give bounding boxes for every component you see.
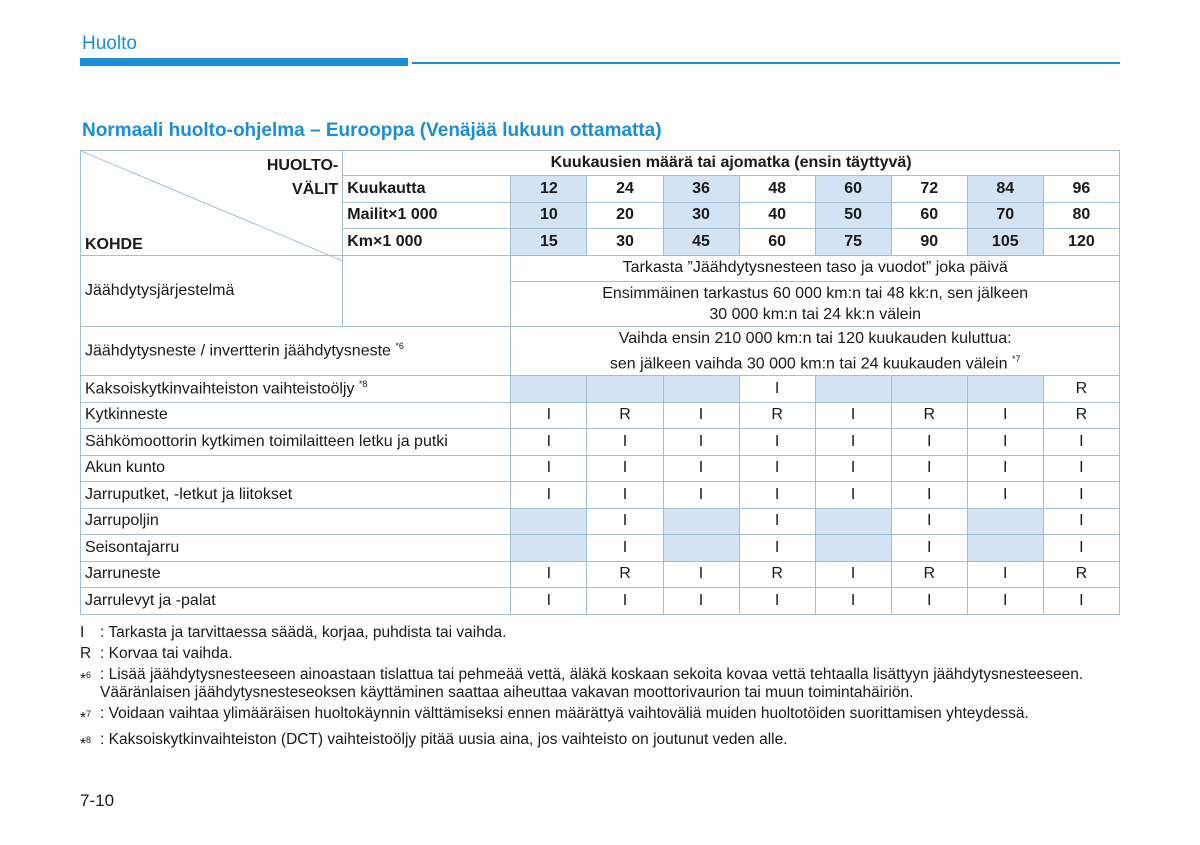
schedule-cell: I (967, 455, 1043, 482)
spacer-cell (343, 255, 511, 327)
legend-note (80, 666, 1120, 702)
table-row (81, 376, 1120, 403)
table-row (81, 327, 1120, 376)
schedule-cell (967, 535, 1043, 562)
interval-value: 70 (967, 202, 1043, 229)
coolant-note-line2 (511, 349, 1119, 374)
schedule-cell: I (891, 455, 967, 482)
maintenance-schedule-table (80, 150, 1120, 615)
schedule-cell (663, 535, 739, 562)
interval-label: Km×1 000 (343, 229, 511, 256)
legend-text: : Kaksoiskytkinvaihteiston (DCT) vaihteistoöljy pitää uusia aina, jos vaihteisto on joutunut veden alle. (100, 731, 788, 749)
schedule-cell: I (587, 508, 663, 535)
schedule-cell: I (891, 508, 967, 535)
interval-value: 24 (587, 176, 663, 203)
schedule-cell (967, 508, 1043, 535)
interval-label: Mailit×1 000 (343, 202, 511, 229)
schedule-cell (511, 376, 587, 403)
schedule-cell: I (1043, 429, 1119, 456)
schedule-cell: I (663, 561, 739, 588)
interval-value: 90 (891, 229, 967, 256)
item-name (81, 402, 511, 429)
legend-note (80, 705, 1120, 728)
schedule-cell: I (663, 588, 739, 615)
schedule-cell (967, 376, 1043, 403)
schedule-cell: I (815, 482, 891, 509)
legend-key (80, 731, 100, 754)
table-row (81, 482, 1120, 509)
item-name (81, 561, 511, 588)
legend-key-sup: 8 (86, 735, 92, 746)
schedule-cell: I (967, 561, 1043, 588)
schedule-cell: I (739, 508, 815, 535)
corner-interval-label (267, 154, 338, 202)
schedule-cell: I (739, 588, 815, 615)
item-label: Seisontajarru (85, 538, 180, 556)
item-label: Jarruputket, -letkut ja liitokset (85, 485, 293, 503)
interval-value: 96 (1043, 176, 1119, 203)
item-label: Jäähdytysneste / invertterin jäähdytysneste (85, 342, 391, 360)
item-name (81, 482, 511, 509)
schedule-cell: I (587, 455, 663, 482)
legend-notes (80, 624, 1120, 757)
schedule-cell (815, 535, 891, 562)
schedule-cell (663, 376, 739, 403)
schedule-cell: I (587, 482, 663, 509)
schedule-cell: I (815, 429, 891, 456)
item-name (81, 376, 511, 403)
schedule-cell: I (1043, 535, 1119, 562)
schedule-cell: I (891, 588, 967, 615)
schedule-cell (815, 376, 891, 403)
interval-value: 75 (815, 229, 891, 256)
interval-value: 45 (663, 229, 739, 256)
schedule-cell: I (511, 588, 587, 615)
schedule-cell: I (587, 429, 663, 456)
schedule-cell: I (967, 588, 1043, 615)
interval-value: 10 (511, 202, 587, 229)
schedule-cell: I (967, 402, 1043, 429)
legend-key-symbol: * (80, 671, 87, 689)
schedule-cell: I (511, 561, 587, 588)
schedule-cell: I (511, 455, 587, 482)
table-row (81, 535, 1120, 562)
schedule-cell: I (815, 402, 891, 429)
footnote-ref: *6 (395, 341, 404, 352)
legend-key (80, 624, 100, 642)
interval-value: 60 (739, 229, 815, 256)
item-label: Kytkinneste (85, 406, 168, 424)
item-name (81, 535, 511, 562)
legend-text: : Lisää jäähdytysnesteeseen ainoastaan tislattua tai pehmeää vettä, äläkä koskaan sekoita kovaa vettä tehtaalla lisättyyn jäähdytysnesteeseen. Vääränlaisen jäähdytysnesteseoksen käyttäminen saattaa aiheuttaa vakavan moottorivaurion tai muun toimintahäiriön. (100, 666, 1084, 701)
corner-label-line2: VÄLIT (292, 181, 339, 198)
interval-label: Kuukautta (343, 176, 511, 203)
schedule-cell: R (739, 402, 815, 429)
legend-note (80, 645, 1120, 663)
item-label: Kaksoiskytkinvaihteiston vaihteistoöljy (85, 380, 355, 398)
interval-value: 72 (891, 176, 967, 203)
section-title: Huolto (82, 33, 137, 54)
legend-text: : Korvaa tai vaihda. (100, 645, 233, 662)
legend-key (80, 645, 100, 663)
schedule-cell: I (1043, 588, 1119, 615)
table-corner-header (81, 151, 343, 256)
legend-note (80, 731, 1120, 754)
cooling-check-note: Tarkasta ”Jäähdytysnesteen taso ja vuodot” joka päivä (511, 255, 1120, 282)
item-label: Akun kunto (85, 459, 166, 477)
legend-key (80, 666, 100, 702)
schedule-cell: I (891, 535, 967, 562)
legend-key-symbol: * (80, 710, 87, 728)
table-row (81, 429, 1120, 456)
schedule-cell: R (587, 402, 663, 429)
item-coolant (81, 327, 511, 376)
table-row (81, 402, 1120, 429)
interval-header: Kuukausien määrä tai ajomatka (ensin täyttyvä) (343, 151, 1120, 176)
legend-key (80, 705, 100, 728)
interval-value: 80 (1043, 202, 1119, 229)
interval-value: 15 (511, 229, 587, 256)
item-label: Sähkömoottorin kytkimen toimilaitteen letku ja putki (85, 432, 448, 450)
schedule-cell: I (891, 429, 967, 456)
cooling-note-line1: Ensimmäinen tarkastus 60 000 km:n tai 48 kk:n, sen jälkeen (602, 285, 1029, 302)
schedule-cell: I (815, 588, 891, 615)
schedule-cell: I (815, 455, 891, 482)
legend-key-symbol: R (80, 645, 92, 662)
schedule-cell (815, 508, 891, 535)
legend-key-sup: 7 (86, 709, 92, 719)
schedule-cell: I (511, 429, 587, 456)
item-label: Jarrupoljin (85, 512, 159, 530)
schedule-cell: I (511, 482, 587, 509)
table-row (81, 588, 1120, 615)
interval-value: 36 (663, 176, 739, 203)
footnote-ref: *7 (1011, 353, 1021, 364)
interval-value: 105 (967, 229, 1043, 256)
schedule-cell: I (1043, 482, 1119, 509)
table-row (81, 455, 1120, 482)
legend-key-symbol: * (80, 736, 87, 754)
schedule-cell: I (587, 588, 663, 615)
schedule-cell: I (739, 535, 815, 562)
schedule-cell: R (587, 561, 663, 588)
cooling-inspection-note (511, 282, 1120, 327)
schedule-cell (511, 535, 587, 562)
schedule-cell: I (587, 535, 663, 562)
schedule-cell: I (739, 482, 815, 509)
schedule-cell: R (1043, 376, 1119, 403)
schedule-cell: I (1043, 508, 1119, 535)
schedule-cell: I (1043, 455, 1119, 482)
schedule-cell: I (967, 429, 1043, 456)
interval-value: 12 (511, 176, 587, 203)
schedule-cell: I (663, 455, 739, 482)
schedule-cell: R (891, 402, 967, 429)
item-name (81, 508, 511, 535)
item-cooling-system: Jäähdytysjärjestelmä (81, 255, 343, 327)
footnote-ref: *8 (358, 379, 368, 390)
interval-value: 84 (967, 176, 1043, 203)
item-label: Jarruneste (85, 565, 161, 583)
schedule-cell: I (663, 429, 739, 456)
interval-value: 40 (739, 202, 815, 229)
interval-value: 20 (587, 202, 663, 229)
interval-value: 120 (1043, 229, 1119, 256)
item-name (81, 588, 511, 615)
interval-value: 50 (815, 202, 891, 229)
schedule-cell: I (739, 455, 815, 482)
corner-label-line1: HUOLTO- (266, 157, 339, 174)
legend-note (80, 624, 1120, 642)
interval-value: 60 (891, 202, 967, 229)
header-bar (80, 58, 408, 66)
schedule-cell: R (739, 561, 815, 588)
item-name (81, 455, 511, 482)
coolant-note-text: sen jälkeen vaihda 30 000 km:n tai 24 kuukauden välein (609, 355, 1008, 373)
schedule-cell (663, 508, 739, 535)
coolant-replace-note (511, 327, 1120, 376)
schedule-cell (891, 376, 967, 403)
interval-value: 30 (587, 229, 663, 256)
schedule-cell: R (1043, 402, 1119, 429)
schedule-cell: I (739, 429, 815, 456)
table-title: Normaali huolto-ohjelma – Eurooppa (Venäjää lukuun ottamatta) (82, 120, 662, 141)
item-name (81, 429, 511, 456)
interval-value: 48 (739, 176, 815, 203)
item-label: Jarrulevyt ja -palat (85, 591, 216, 609)
legend-key-symbol: I (80, 624, 85, 641)
schedule-cell: I (663, 402, 739, 429)
interval-value: 30 (663, 202, 739, 229)
interval-value: 60 (815, 176, 891, 203)
legend-text: : Tarkasta ja tarvittaessa säädä, korjaa, puhdista tai vaihda. (100, 624, 507, 641)
schedule-cell: R (1043, 561, 1119, 588)
table-row (81, 508, 1120, 535)
coolant-note-line1: Vaihda ensin 210 000 km:n tai 120 kuukauden kuluttua: (618, 329, 1012, 347)
legend-key-sup: 6 (86, 670, 92, 680)
table-row (81, 561, 1120, 588)
page-number: 7-10 (80, 791, 115, 810)
corner-item-label: KOHDE (85, 235, 143, 253)
schedule-cell: I (967, 482, 1043, 509)
legend-text: : Voidaan vaihtaa ylimääräisen huoltokäynnin välttämiseksi ennen määrättyä vaihtoväliä muiden huoltotöiden suorittamisen yhteydessä. (100, 705, 1029, 722)
header-rule (412, 62, 1120, 64)
schedule-cell: I (663, 482, 739, 509)
schedule-cell (511, 508, 587, 535)
schedule-cell: R (891, 561, 967, 588)
cooling-note-line2: 30 000 km:n tai 24 kk:n välein (709, 306, 922, 323)
schedule-cell: I (511, 402, 587, 429)
schedule-cell (587, 376, 663, 403)
schedule-cell: I (891, 482, 967, 509)
schedule-cell: I (739, 376, 815, 403)
schedule-cell: I (815, 561, 891, 588)
